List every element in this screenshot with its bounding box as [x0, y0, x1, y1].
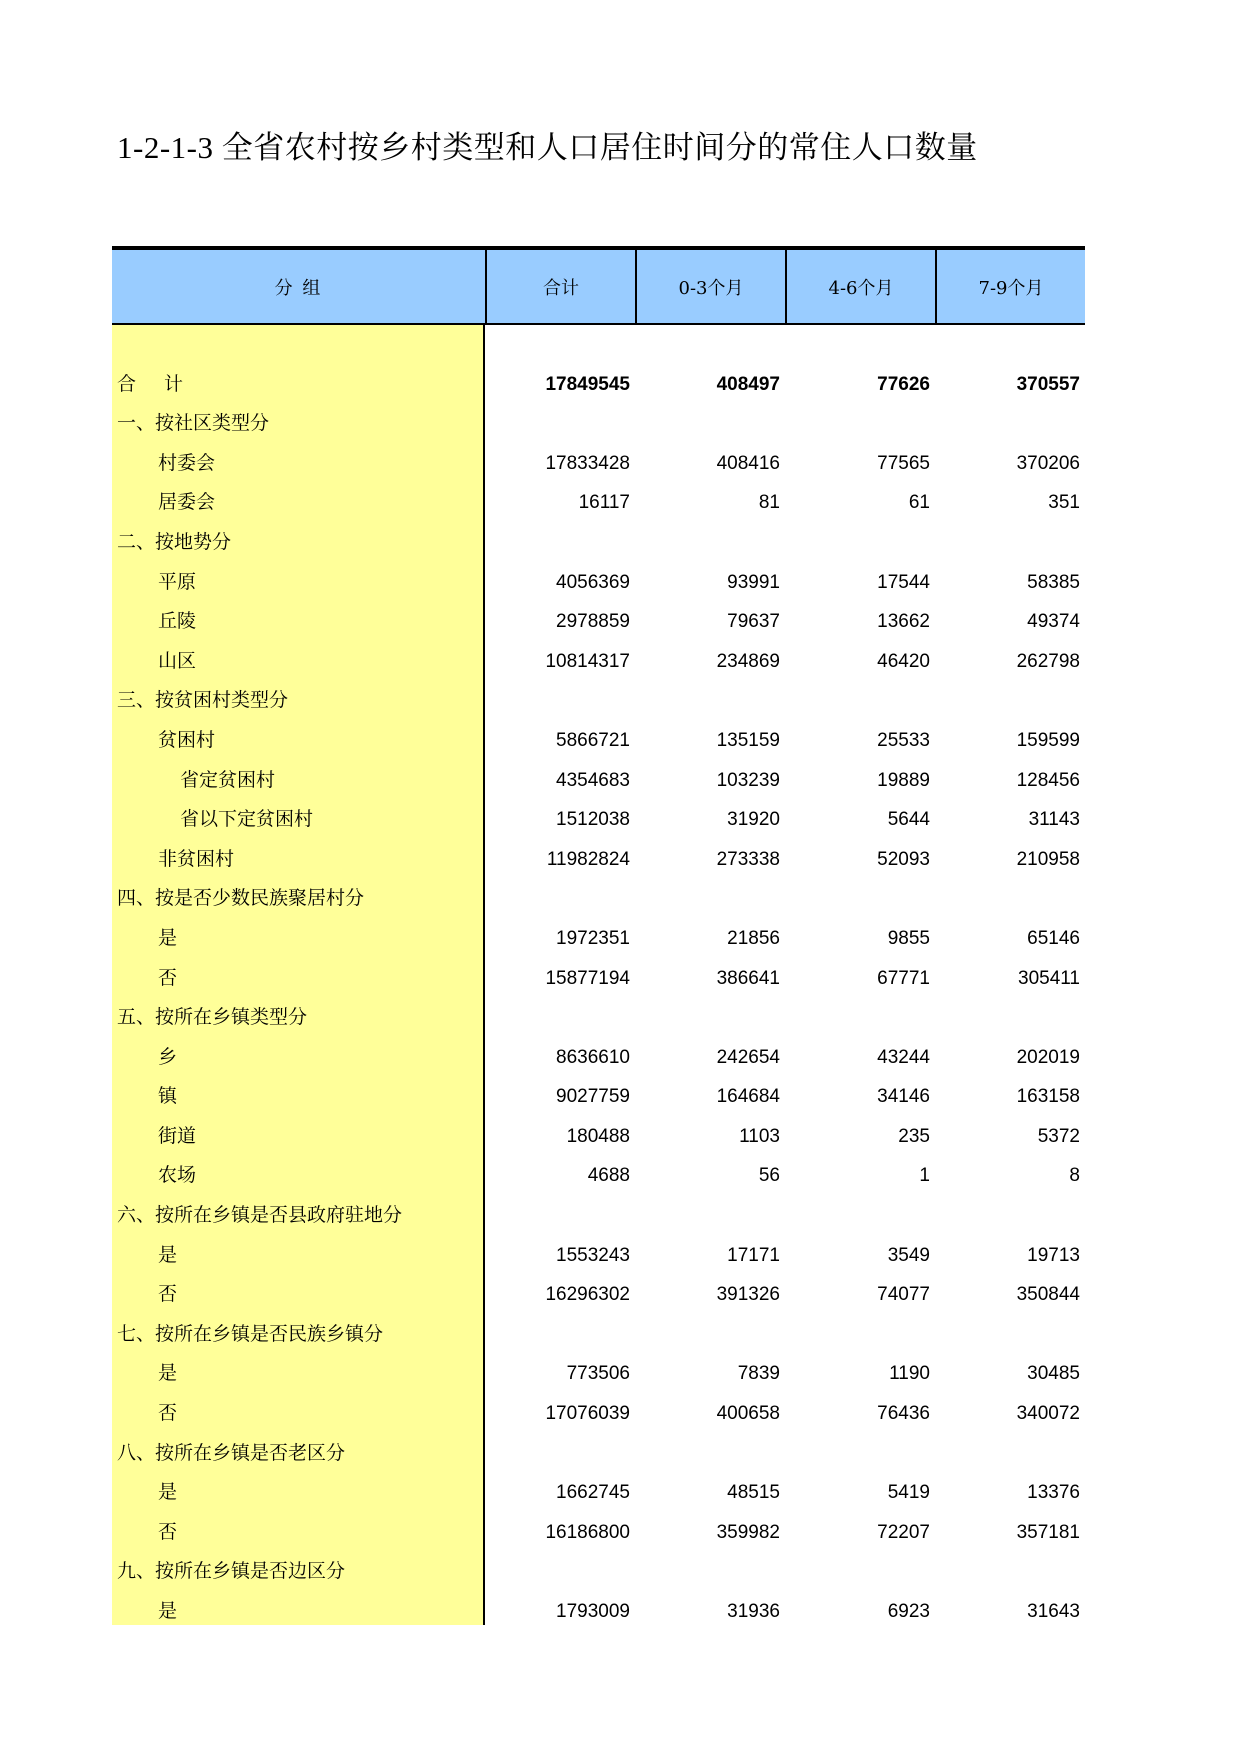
row-value: [635, 554, 785, 560]
row-value: 2978859: [556, 611, 630, 633]
row-value: 1190: [889, 1363, 930, 1385]
row-label: 是: [158, 926, 178, 949]
row-value: 77626: [877, 373, 930, 395]
row-value: 159599: [1016, 729, 1080, 751]
table-row: [112, 520, 1085, 560]
row-value: 4354683: [556, 769, 630, 791]
row-value: 1103: [739, 1125, 780, 1147]
row-value: 46420: [877, 650, 930, 672]
row-label: 非贫困村: [158, 847, 235, 870]
table-row: [112, 1114, 1085, 1154]
table-row: [112, 402, 1085, 442]
table-row: [112, 1510, 1085, 1550]
row-value: 16296302: [545, 1284, 630, 1306]
row-label: 七、按所在乡镇是否民族乡镇分: [117, 1322, 384, 1345]
row-value: 7839: [737, 1363, 780, 1385]
row-value: [485, 1346, 635, 1352]
header-total: 合计: [485, 250, 635, 323]
table-row: [112, 877, 1085, 917]
header-7-9-months: 7-9个月: [935, 250, 1085, 323]
row-label: 省以下定贫困村: [180, 808, 314, 831]
row-value: [935, 1583, 1085, 1589]
row-value: 16117: [578, 492, 630, 514]
table-row: [112, 916, 1085, 956]
row-value: [485, 1583, 635, 1589]
row-label: 是: [158, 1243, 178, 1266]
row-value: 180488: [566, 1125, 630, 1147]
row-value: 21856: [727, 927, 780, 949]
row-label: 二、按地势分: [117, 530, 232, 553]
row-value: [635, 1346, 785, 1352]
header-0-3-months: 0-3个月: [635, 250, 785, 323]
row-value: 370557: [1016, 373, 1080, 395]
row-value: [935, 435, 1085, 441]
row-value: 408416: [716, 452, 780, 474]
row-value: [785, 1227, 935, 1233]
table-row: [112, 600, 1085, 640]
row-label: 平原: [158, 570, 197, 593]
row-label: 是: [158, 1481, 178, 1504]
row-label: 山区: [158, 649, 197, 672]
row-value: 391326: [716, 1284, 780, 1306]
table-rows: [112, 325, 1085, 1629]
row-value: 79637: [727, 611, 780, 633]
table-header: [112, 250, 1085, 325]
row-value: [785, 435, 935, 441]
table-row: [112, 1193, 1085, 1233]
row-value: 5866721: [556, 729, 630, 751]
row-value: 19889: [877, 769, 930, 791]
row-value: 357181: [1016, 1521, 1080, 1543]
table-row: [112, 996, 1085, 1036]
row-value: [485, 554, 635, 560]
row-value: 1972351: [556, 927, 630, 949]
row-value: 74077: [877, 1284, 930, 1306]
row-value: 58385: [1027, 571, 1080, 593]
row-value: [635, 1227, 785, 1233]
table-row: [112, 798, 1085, 838]
row-value: 49374: [1027, 611, 1080, 633]
row-value: 273338: [716, 848, 780, 870]
row-value: 1553243: [556, 1244, 630, 1266]
header-4-6-months: 4-6个月: [785, 250, 935, 323]
row-value: 9027759: [556, 1086, 630, 1108]
page-title: 1-2-1-3 全省农村按乡村类型和人口居住时间分的常住人口数量: [117, 130, 978, 165]
row-value: 72207: [877, 1521, 930, 1543]
row-label: 村委会: [158, 451, 216, 474]
table-row: [112, 1391, 1085, 1431]
row-value: 5644: [887, 809, 930, 831]
row-label: 否: [158, 966, 178, 989]
row-value: 77565: [877, 452, 930, 474]
row-value: 56: [758, 1165, 780, 1187]
row-label: 三、按贫困村类型分: [117, 689, 289, 712]
row-value: 128456: [1016, 769, 1080, 791]
table-row: [112, 837, 1085, 877]
row-value: 1512038: [556, 809, 630, 831]
row-value: 34146: [877, 1086, 930, 1108]
row-value: [935, 1465, 1085, 1471]
row-value: 163158: [1016, 1086, 1080, 1108]
table-row: [112, 1075, 1085, 1115]
row-value: 15877194: [545, 967, 630, 989]
row-value: 5419: [887, 1482, 930, 1504]
row-value: [635, 1465, 785, 1471]
row-value: 17544: [877, 571, 930, 593]
row-value: 31143: [1028, 809, 1080, 831]
row-value: 17849545: [545, 373, 630, 395]
row-value: [785, 1346, 935, 1352]
row-value: [935, 1346, 1085, 1352]
row-value: 242654: [716, 1046, 780, 1068]
row-label: 否: [158, 1402, 178, 1425]
row-value: 3549: [887, 1244, 930, 1266]
row-value: 359982: [716, 1521, 780, 1543]
row-value: 408497: [716, 373, 780, 395]
row-value: 9855: [887, 927, 930, 949]
row-value: 13662: [877, 611, 930, 633]
row-value: [635, 435, 785, 441]
table-row: [112, 1471, 1085, 1511]
row-value: 31920: [727, 809, 780, 831]
row-label: 农场: [158, 1164, 197, 1187]
row-value: [785, 1583, 935, 1589]
table-body: [112, 325, 1085, 1629]
row-value: [485, 712, 635, 718]
row-label: 否: [158, 1520, 178, 1543]
row-value: 48515: [727, 1482, 780, 1504]
row-value: [485, 1227, 635, 1233]
row-value: 135159: [716, 729, 780, 751]
row-value: [635, 1583, 785, 1589]
row-value: 67771: [877, 967, 930, 989]
row-label: 六、按所在乡镇是否县政府驻地分: [117, 1204, 403, 1227]
table-row: [112, 956, 1085, 996]
row-value: 386641: [716, 967, 780, 989]
row-value: 8: [1069, 1165, 1080, 1187]
row-value: 76436: [877, 1403, 930, 1425]
row-value: 8636610: [556, 1046, 630, 1068]
row-value: 25533: [877, 729, 930, 751]
row-value: [785, 1465, 935, 1471]
row-value: [935, 554, 1085, 560]
row-label: 是: [158, 1362, 178, 1385]
row-value: [785, 554, 935, 560]
row-value: 235: [898, 1125, 930, 1147]
row-value: 1662745: [556, 1482, 630, 1504]
row-value: 305411: [1018, 967, 1080, 989]
table-row: [112, 1431, 1085, 1471]
row-value: 11982824: [546, 848, 630, 870]
row-value: 262798: [1016, 650, 1080, 672]
row-value: 43244: [877, 1046, 930, 1068]
row-label: 省定贫困村: [180, 768, 276, 791]
row-value: 17076039: [545, 1403, 630, 1425]
row-label: 一、按社区类型分: [117, 412, 270, 435]
row-value: [485, 910, 635, 916]
row-value: 350844: [1016, 1284, 1080, 1306]
row-value: 17833428: [545, 452, 630, 474]
row-value: 340072: [1016, 1403, 1080, 1425]
row-label: 街道: [158, 1124, 197, 1147]
row-value: [635, 910, 785, 916]
row-value: 17171: [727, 1244, 780, 1266]
row-value: 31936: [727, 1601, 780, 1622]
data-table: [112, 246, 1085, 1629]
row-value: 164684: [716, 1086, 780, 1108]
row-value: 4056369: [556, 571, 630, 593]
table-row: [112, 718, 1085, 758]
row-label: 九、按所在乡镇是否边区分: [117, 1560, 346, 1583]
row-value: 61: [908, 492, 930, 514]
row-value: 81: [758, 492, 780, 514]
row-value: 1793009: [556, 1601, 630, 1622]
row-value: 400658: [716, 1403, 780, 1425]
row-value: 5372: [1037, 1125, 1080, 1147]
row-value: 370206: [1016, 452, 1080, 474]
row-value: [935, 910, 1085, 916]
table-row: [112, 1035, 1085, 1075]
row-value: [485, 1029, 635, 1035]
table-row: [112, 362, 1085, 402]
row-value: 210958: [1016, 848, 1080, 870]
row-label: 否: [158, 1283, 178, 1306]
row-label: 八、按所在乡镇是否老区分: [117, 1441, 346, 1464]
table-row: [112, 481, 1085, 521]
row-label: 居委会: [158, 491, 216, 514]
row-value: [635, 1029, 785, 1035]
row-value: 16186800: [545, 1521, 630, 1543]
row-value: [935, 1029, 1085, 1035]
row-value: 19713: [1027, 1244, 1080, 1266]
table-row: [112, 1550, 1085, 1590]
row-label: 镇: [158, 1085, 178, 1108]
header-group: 分 组: [274, 277, 323, 299]
row-value: [935, 712, 1085, 718]
row-label: 乡: [158, 1045, 178, 1068]
row-value: [785, 1029, 935, 1035]
row-value: [785, 712, 935, 718]
row-value: 6923: [887, 1601, 930, 1622]
row-value: 4688: [587, 1165, 630, 1187]
row-value: [935, 1227, 1085, 1233]
row-value: 202019: [1016, 1046, 1080, 1068]
row-value: [785, 910, 935, 916]
row-value: 103239: [716, 769, 780, 791]
row-label: 四、按是否少数民族聚居村分: [117, 887, 365, 910]
table-row: [112, 758, 1085, 798]
row-value: 234869: [716, 650, 780, 672]
table-row: [112, 679, 1085, 719]
row-value: 30485: [1027, 1363, 1080, 1385]
row-value: 52093: [877, 848, 930, 870]
row-value: [485, 435, 635, 441]
table-row: [112, 1233, 1085, 1273]
row-value: 31643: [1027, 1601, 1080, 1622]
row-value: [635, 712, 785, 718]
row-label: 合计: [117, 372, 212, 395]
table-row: [112, 560, 1085, 600]
table-row: [112, 1273, 1085, 1313]
row-value: 773506: [566, 1363, 630, 1385]
row-label: 贫困村: [158, 728, 216, 751]
row-value: [485, 1465, 635, 1471]
row-value: 13376: [1027, 1482, 1080, 1504]
table-row: [112, 1352, 1085, 1392]
row-label: 五、按所在乡镇类型分: [117, 1006, 308, 1029]
row-label: 丘陵: [158, 610, 197, 633]
table-row: [112, 1154, 1085, 1194]
row-value: 351: [1048, 492, 1080, 514]
row-value: 1: [919, 1165, 930, 1187]
row-label: 是: [158, 1600, 178, 1622]
row-value: 10814317: [545, 650, 630, 672]
row-value: 65146: [1027, 927, 1080, 949]
row-value: 93991: [727, 571, 780, 593]
table-row: [112, 1589, 1085, 1629]
table-row: [112, 639, 1085, 679]
table-row: [112, 441, 1085, 481]
table-row: [112, 1312, 1085, 1352]
